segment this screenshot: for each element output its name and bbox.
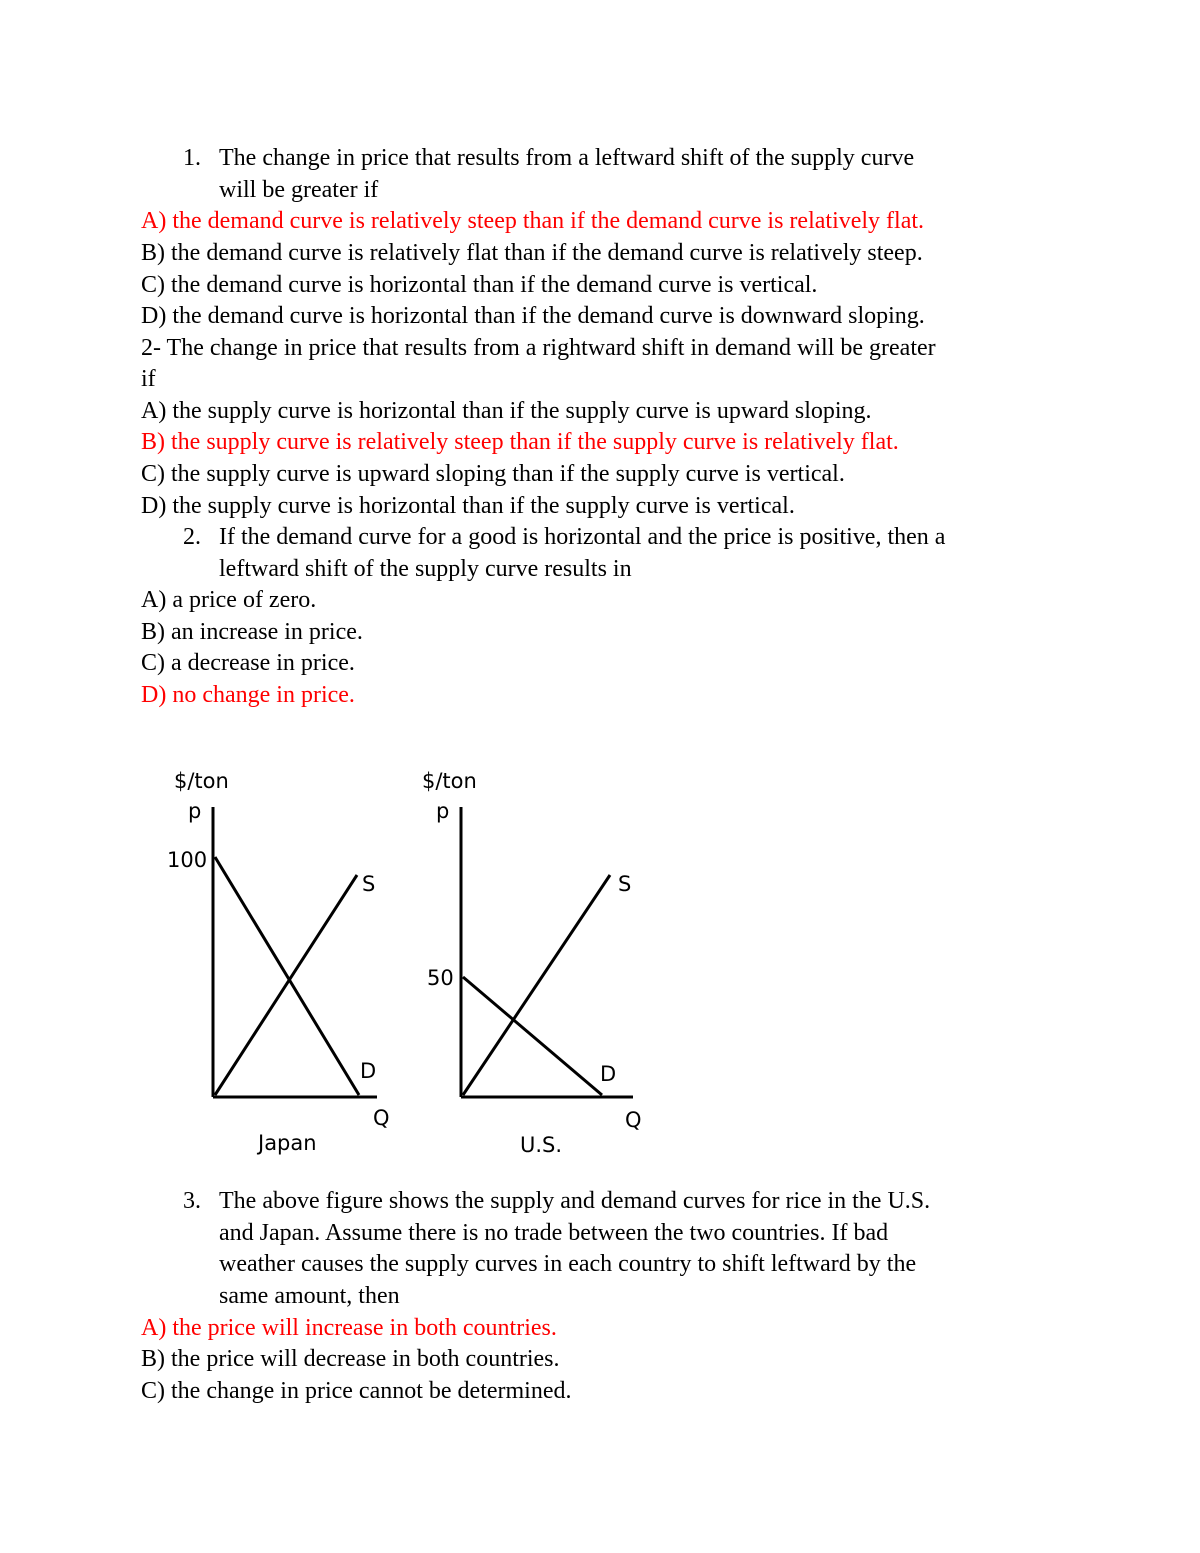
question-3-stem-line-2: and Japan. Assume there is no trade between the two countries. If bad xyxy=(219,1220,889,1246)
question-2b-option-a: A) a price of zero. xyxy=(141,587,317,613)
question-2a-option-d: D) the supply curve is horizontal than if the supply curve is vertical. xyxy=(141,493,795,519)
us-y-axis-label: p xyxy=(436,799,450,823)
japan-supply-label: S xyxy=(362,872,376,896)
question-3-option-c: C) the change in price cannot be determined. xyxy=(141,1378,572,1404)
question-3-number: 3. xyxy=(183,1188,201,1214)
japan-caption: Japan xyxy=(258,1131,317,1155)
question-1-stem-line-1: The change in price that results from a leftward shift of the supply curve xyxy=(219,145,915,171)
us-supply-label: S xyxy=(618,872,632,896)
question-2a-option-c: C) the supply curve is upward sloping than if the supply curve is vertical. xyxy=(141,461,845,487)
question-2b-stem-line-1: If the demand curve for a good is horizontal and the price is positive, then a xyxy=(219,524,946,550)
question-3-stem-line-3: weather causes the supply curves in each country to shift leftward by the xyxy=(219,1251,917,1277)
question-1-option-d: D) the demand curve is horizontal than if the demand curve is downward sloping. xyxy=(141,303,925,329)
us-demand-label: D xyxy=(600,1062,617,1086)
question-3-stem-line-4: same amount, then xyxy=(219,1283,400,1309)
supply-demand-svg xyxy=(130,755,670,1175)
question-1-option-b: B) the demand curve is relatively flat than if the demand curve is relatively steep. xyxy=(141,240,923,266)
supply-demand-figure xyxy=(130,755,670,1175)
question-2a-stem-line-2: if xyxy=(141,366,156,392)
us-x-axis-label: Q xyxy=(625,1108,642,1132)
us-demand-intercept-label: 50 xyxy=(427,966,454,990)
japan-supply-curve xyxy=(215,875,357,1095)
japan-x-axis-label: Q xyxy=(373,1106,390,1130)
question-2b-option-d-correct: D) no change in price. xyxy=(141,682,355,708)
question-1-option-a-correct: A) the demand curve is relatively steep than if the demand curve is relatively flat. xyxy=(141,208,925,234)
question-2a-option-a: A) the supply curve is horizontal than if the supply curve is upward sloping. xyxy=(141,398,872,424)
question-2b-option-c: C) a decrease in price. xyxy=(141,650,355,676)
us-demand-curve xyxy=(463,977,602,1095)
question-2a-stem-line-1: 2- The change in price that results from a rightward shift in demand will be greater xyxy=(141,335,936,361)
japan-y-axis-label: p xyxy=(188,799,202,823)
question-3-stem-line-1: The above figure shows the supply and demand curves for rice in the U.S. xyxy=(219,1188,931,1214)
question-1-option-c: C) the demand curve is horizontal than if the demand curve is vertical. xyxy=(141,272,818,298)
question-2b-number: 2. xyxy=(183,524,201,550)
question-2b-option-b: B) an increase in price. xyxy=(141,619,363,645)
question-2b-stem-line-2: leftward shift of the supply curve results in xyxy=(219,556,632,582)
us-supply-curve xyxy=(463,875,610,1095)
japan-demand-intercept-label: 100 xyxy=(167,848,208,872)
question-1-number: 1. xyxy=(183,145,201,171)
question-3-option-b: B) the price will decrease in both countries. xyxy=(141,1346,560,1372)
us-caption: U.S. xyxy=(520,1133,563,1157)
question-1-stem-line-2: will be greater if xyxy=(219,177,379,203)
question-3-option-a-correct: A) the price will increase in both countries. xyxy=(141,1315,557,1341)
us-y-unit-label: $/ton xyxy=(422,769,477,793)
japan-y-unit-label: $/ton xyxy=(174,769,229,793)
question-2a-option-b-correct: B) the supply curve is relatively steep than if the supply curve is relatively flat. xyxy=(141,429,899,455)
japan-panel xyxy=(167,769,390,1155)
japan-demand-label: D xyxy=(360,1059,377,1083)
us-panel xyxy=(422,769,642,1157)
